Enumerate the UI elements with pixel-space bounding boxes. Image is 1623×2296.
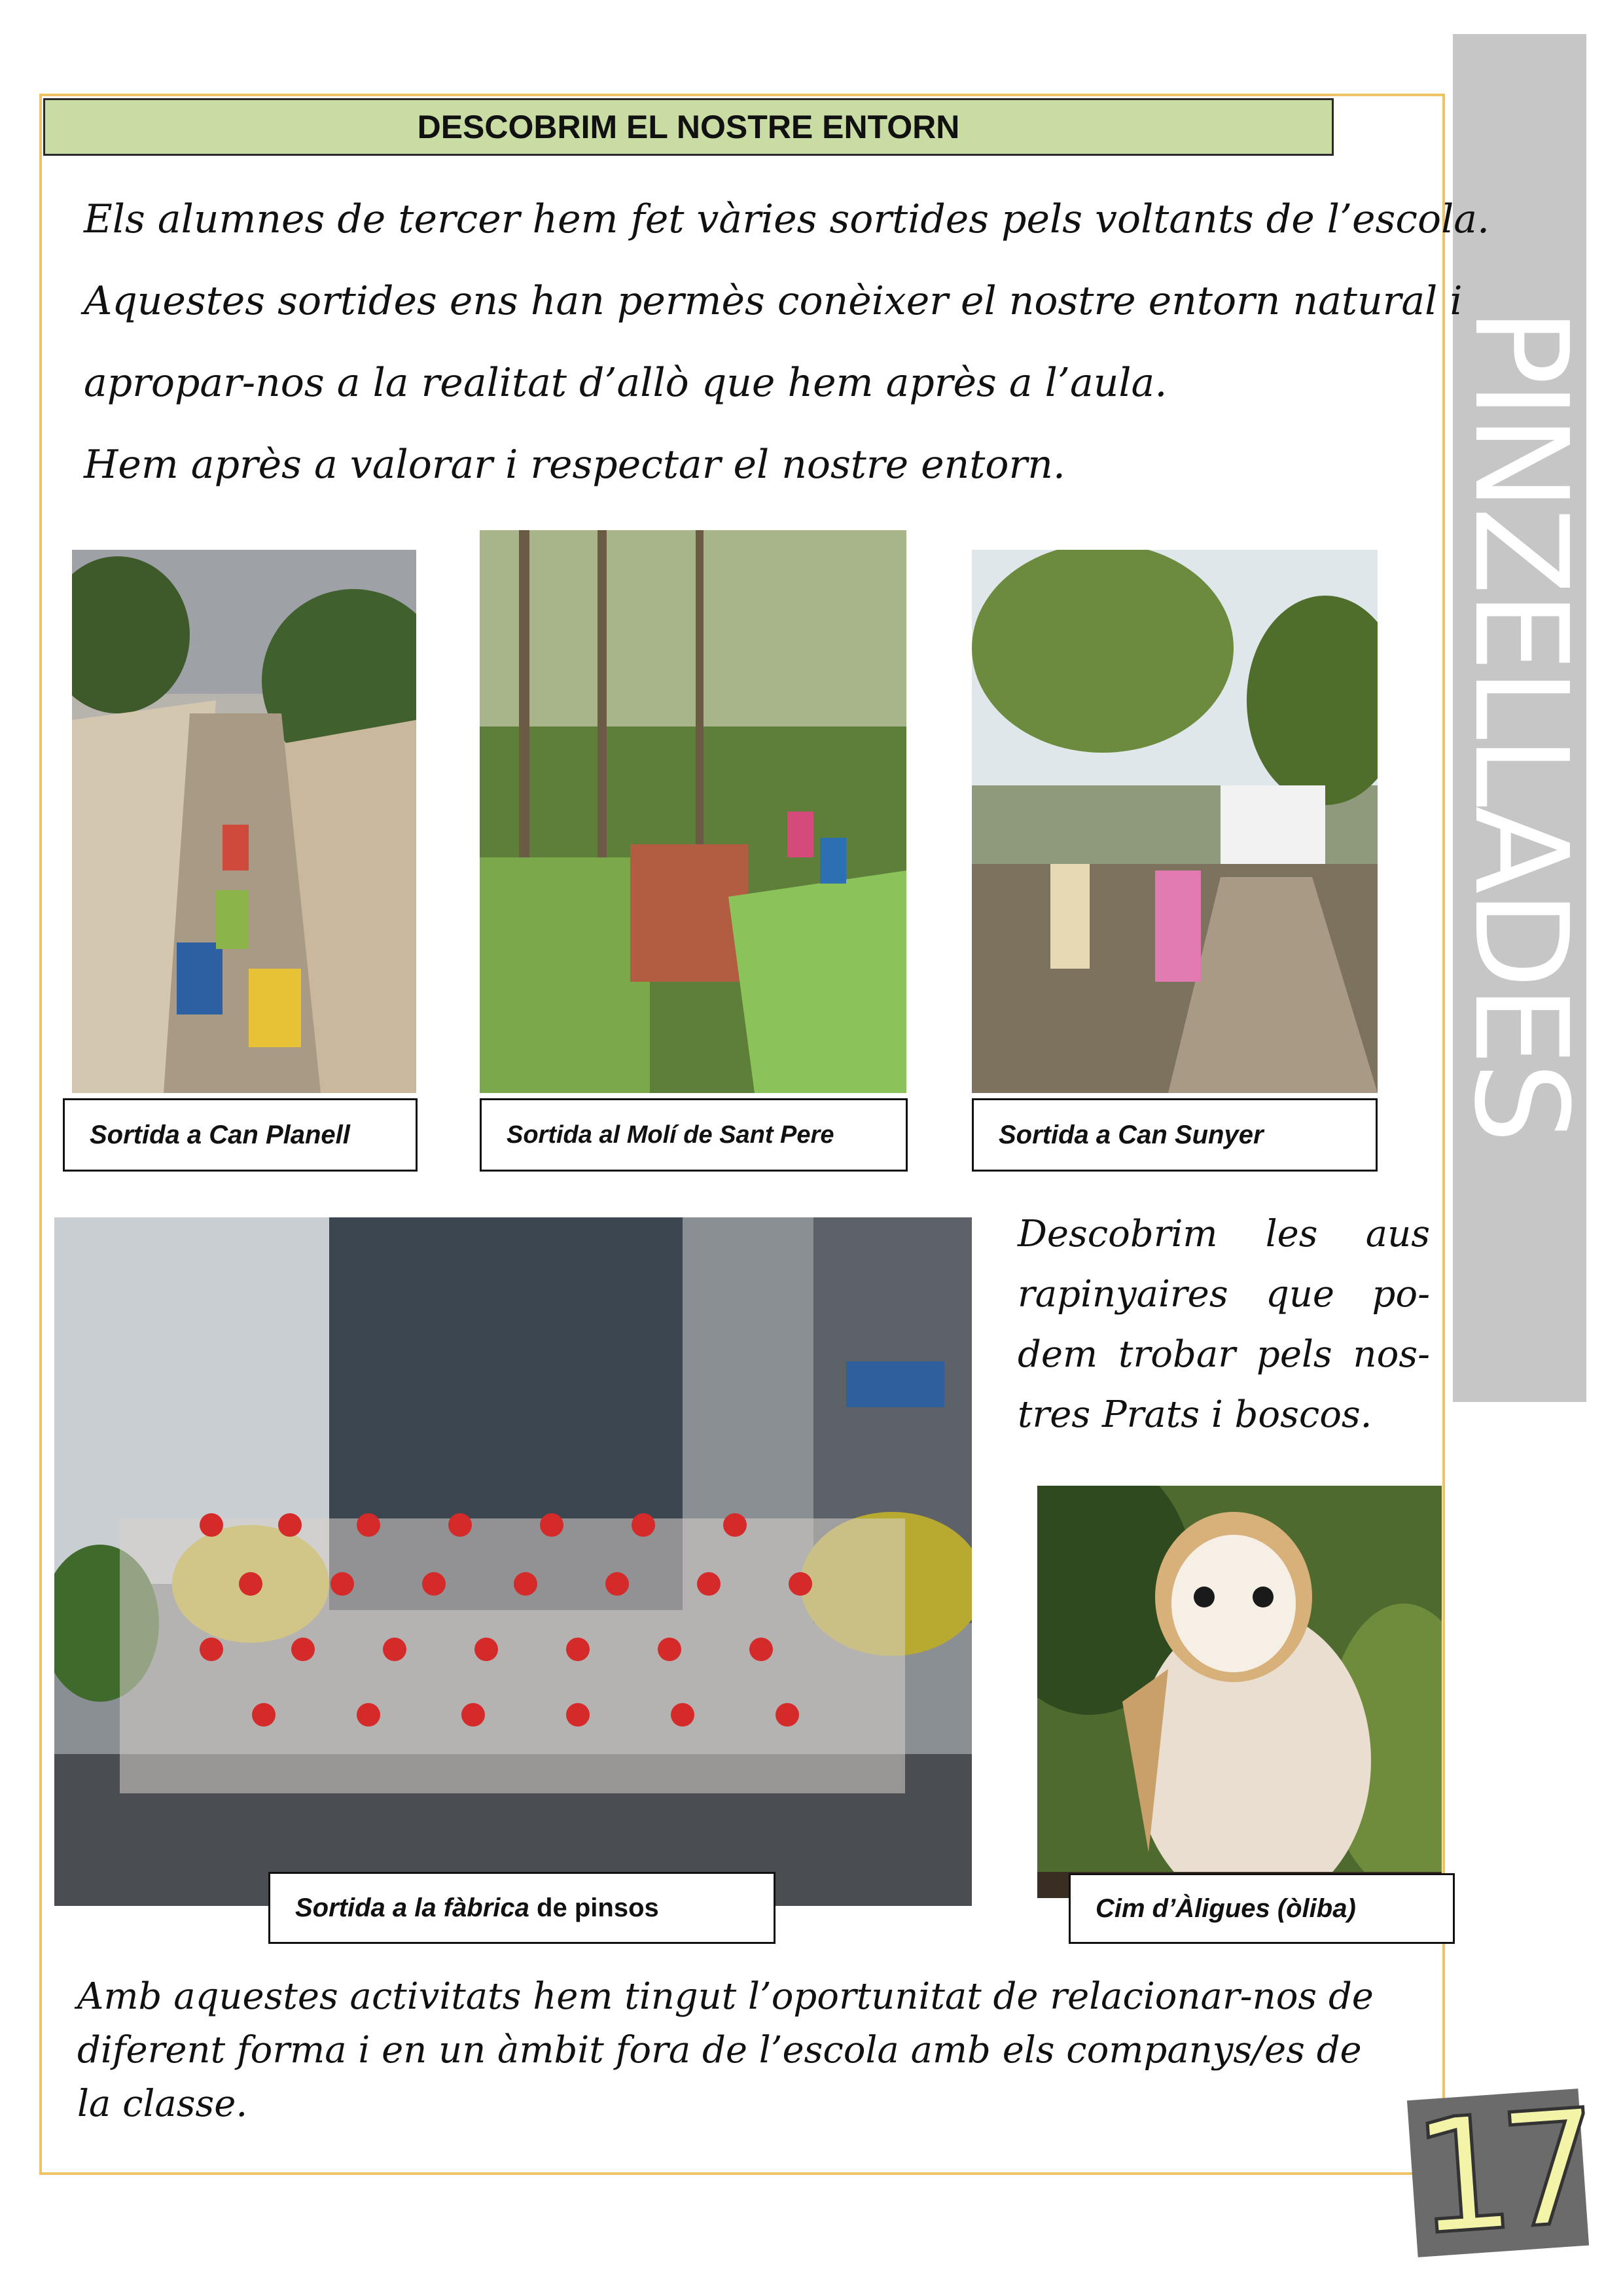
aus-rapinyaires-text bbox=[1018, 1204, 1430, 1445]
closing-line: la classe. bbox=[77, 2083, 248, 2125]
caption-can-planell: Sortida a Can Planell bbox=[63, 1098, 418, 1172]
photo-moli-sant-pere bbox=[480, 530, 906, 1093]
intro-line: Hem après a valorar i respectar el nostre entorn. bbox=[84, 442, 1065, 488]
aus-line: rapinyaires que po- bbox=[1018, 1273, 1430, 1316]
caption-fabrica-part-b: de pinsos bbox=[537, 1893, 659, 1922]
photo-oliba bbox=[1037, 1486, 1442, 1898]
page-title: DESCOBRIM EL NOSTRE ENTORN bbox=[43, 98, 1334, 156]
photo-fabrica-pinsos bbox=[54, 1217, 972, 1906]
caption-fabrica-part-a: Sortida a la fàbrica bbox=[295, 1893, 529, 1922]
caption-oliba: Cim d’Àligues (òliba) bbox=[1069, 1873, 1455, 1944]
photo-can-sunyer bbox=[972, 550, 1378, 1093]
page-number: 17 bbox=[1407, 2075, 1594, 2270]
aus-line: tres Prats i boscos. bbox=[1018, 1393, 1372, 1436]
intro-line: apropar-nos a la realitat d’allò que hem après a l’aula. bbox=[84, 360, 1168, 406]
intro-line: Els alumnes de tercer hem fet vàries sortides pels voltants de l’escola. bbox=[84, 196, 1490, 242]
closing-line: diferent forma i en un àmbit fora de l’escola amb els companys/es de bbox=[77, 2029, 1362, 2072]
side-title: PINZELLADES bbox=[1446, 307, 1595, 1139]
caption-moli-sant-pere: Sortida al Molí de Sant Pere bbox=[480, 1098, 908, 1172]
closing-paragraph bbox=[77, 1970, 1432, 2131]
caption-can-sunyer: Sortida a Can Sunyer bbox=[972, 1098, 1378, 1172]
aus-line: dem trobar pels nos- bbox=[1018, 1333, 1430, 1376]
aus-line: Descobrim les aus bbox=[1018, 1213, 1430, 1255]
intro-line: Aquestes sortides ens han permès conèixer el nostre entorn natural i bbox=[84, 278, 1463, 324]
photo-can-planell bbox=[72, 550, 416, 1093]
caption-fabrica-pinsos bbox=[268, 1872, 776, 1944]
closing-line: Amb aquestes activitats hem tingut l’oportunitat de relacionar-nos de bbox=[77, 1975, 1374, 2018]
